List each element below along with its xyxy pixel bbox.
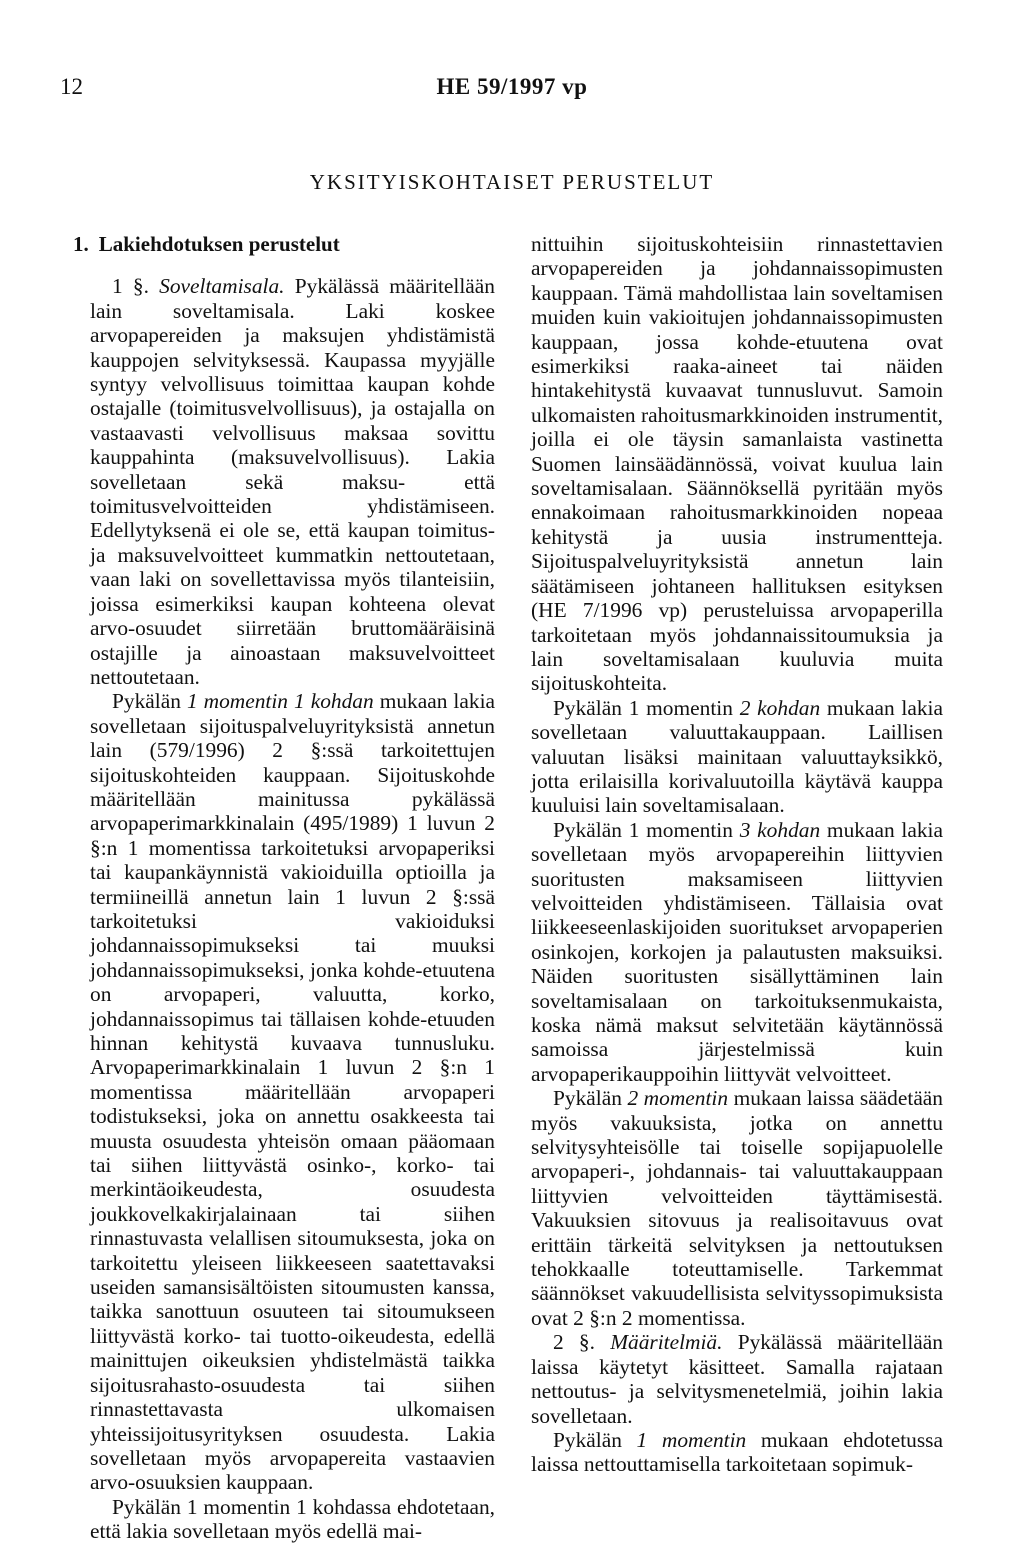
paragraph-moment-1 bbox=[531, 1428, 943, 1477]
sub-heading bbox=[73, 232, 495, 256]
italic-ref: 2 kohdan bbox=[739, 695, 821, 720]
paragraph-text: Pykälässä määritellään laissa käytetyt käsitteet. Samalla rajataan nettoutus- ja selvitysmenetelmiä, joihin lakia sovelletaan. bbox=[531, 1330, 943, 1428]
paragraph-point-3 bbox=[531, 818, 943, 1086]
sub-heading-number: 1. bbox=[73, 232, 89, 256]
page-number: 12 bbox=[60, 74, 83, 99]
paragraph-text: mukaan lakia sovelletaan myös arvopapereihin liittyvien suoritusten maksamiseen liittyvien velvoitteiden yhdistämiseen. Tällaisia ovat liikkeeseenlaskijoiden suoritukset arvopaperien osinkojen, korkojen ja palautusten maksuiksi. Näiden suoritusten sisällyttäminen lain soveltamisalaan on tarkoituksenmukaista, koska nämä maksut selvitetään käytännössä samoissa järjestelmissä kuin arvopaperikauppoihin liittyvät velvoitteet. bbox=[531, 817, 943, 1086]
paragraph-scope bbox=[90, 274, 495, 689]
paragraph-prefix: Pykälän 1 momentin bbox=[553, 695, 740, 720]
section-title-italic: Määritelmiä. bbox=[610, 1330, 723, 1355]
section-title-italic: Soveltamisala. bbox=[159, 274, 285, 299]
paragraph-point-1 bbox=[90, 689, 495, 1494]
section-ref: 1 §. bbox=[112, 274, 160, 299]
section-title: YKSITYISKOHTAISET PERUSTELUT bbox=[309, 170, 715, 194]
paragraph-text: mukaan laissa säädetään myös vakuuksista, jotka on annettu selvitysyhteisölle tai toiselle sopijapuolelle arvopaperi-, johdannais- tai valuuttakauppaan liittyvien velvoitteiden täyttämisestä. Vakuuksien sitovuus ja realisoitavuus ovat erittäin tärkeitä selvityksen ja nettoutuksen tehokkaalle toteuttamiselle. Tarkemmat säännökset vakuudellisista selvityssopimuksista ovat 2 §:n 2 momentissa. bbox=[531, 1086, 943, 1330]
italic-ref: 2 momentin bbox=[627, 1086, 729, 1111]
paragraph-prefix: Pykälän bbox=[112, 689, 187, 714]
paragraph-point-2 bbox=[531, 696, 943, 818]
page-header bbox=[0, 74, 1024, 104]
right-column bbox=[531, 232, 943, 1477]
italic-ref: 1 momentin 1 kohdan bbox=[186, 689, 374, 714]
paragraph-text: mukaan ehdotetussa laissa nettouttamisella tarkoitetaan sopimuk- bbox=[531, 1427, 943, 1477]
sub-heading-text: Lakiehdotuksen perustelut bbox=[98, 232, 340, 256]
paragraph-prefix: Pykälän bbox=[553, 1427, 637, 1452]
italic-ref: 1 momentin bbox=[636, 1427, 747, 1452]
paragraph-prefix: Pykälän 1 momentin bbox=[553, 817, 740, 842]
paragraph-text: Pykälässä määritellään lain soveltamisala. Laki koskee arvopapereiden ja maksujen yhdistämistä kauppojen selvityksessä. Kaupassa myyjälle syntyy velvollisuus toimittaa kaupan kohde ostajalle (toimitusvelvollisuus), ja ostajalla on vastaavasti velvollisuus maksaa sovittu kauppahinta (maksuvelvollisuus). Lakia sovelletaan sekä maksu- että toimitusvelvoitteiden yhdistämiseen. Edellytyksenä ei ole se, että kaupan toimitus- ja maksuvelvoitteet kummatkin nettoutetaan, vaan laki on sovellettavissa myös tilanteisiin, joissa esimerkiksi kaupan kohteena olevat arvo-osuudet siirretään bruttomääräisinä ostajille ja ainoastaan maksuvelvoitteet nettoutetaan. bbox=[90, 274, 495, 689]
document-id: HE 59/1997 vp bbox=[436, 74, 588, 99]
paragraph-moment-2 bbox=[531, 1086, 943, 1330]
section-ref: 2 §. bbox=[553, 1330, 611, 1355]
paragraph-prefix: Pykälän bbox=[553, 1086, 628, 1111]
paragraph-text: mukaan lakia sovelletaan valuuttakauppaan. Laillisen valuutan lisäksi mainitaan valuuttayksikkö, jotta erilaisilla korivaluutoilla käytävä kauppa kuuluisi lain soveltamisalaan. bbox=[531, 695, 943, 818]
left-column bbox=[73, 232, 496, 1544]
paragraph-definitions bbox=[531, 1330, 943, 1428]
paragraph-text: mukaan lakia sovelletaan sijoituspalveluyrityksistä annetun lain (579/1996) 2 §:ssä tarkoitettujen sijoituskohteiden kauppaan. Sijoituskohde määritellään mainitussa pykälässä arvopaperimarkkinalain (495/1989) 1 luvun 2 §:n 1 momentissa tarkoitetuksi arvopaperiksi tai kaupankäynnistä vakioiduilla optioilla ja termiineillä annetun lain 1 luvun 2 §:ssä tarkoitetuksi vakioiduksi johdannaissopimukseksi tai muuksi johdannaissopimukseksi, jonka kohde-etuutena on arvopaperi, valuutta, korko, johdannaissopimus tai tällaisen kohde-etuuden hinnan kehitystä kuvaava tunnusluku. Arvopaperimarkkinalain 1 luvun 2 §:n 1 momentissa määritellään arvopaperi todistukseksi, joka on annettu osakkeesta tai muusta osuudesta yhteisön omaan pääomaan tai siihen liittyvästä osinko-, korko- tai merkintäoikeudesta, osuudesta joukkovelkakirjalainaan tai siihen rinnastuvasta velallisen sitoumuksesta, joka on tarkoitettu yleiseen liikkeeseen saatettavaksi useiden samansisältöisten sitoumusten kanssa, taikka sanottuun osuuteen tai sitoumukseen liittyvästä korko- tai tuotto-oikeudesta, edellä mainittujen oikeuksien yhdistelmästä taikka sijoitusrahasto-osuudesta tai siihen rinnastettavasta ulkomaisen yhteissijoitusyrityksen osuudesta. Lakia sovelletaan myös arvopapereita vastaavien arvo-osuuksien kauppaan. bbox=[90, 689, 496, 1495]
paragraph-point-1-cont: Pykälän 1 momentin 1 kohdassa ehdotetaan, että lakia sovelletaan myös edellä mai- bbox=[90, 1494, 495, 1544]
paragraph-continuation: nittuihin sijoituskohteisiin rinnastettavien arvopapereiden ja johdannaissopimusten kauppaan. Tämä mahdollistaa lain soveltamisen muiden kuin vakioitujen johdannaissopimusten kauppaan, jossa kohde-etuutena ovat esimerkiksi raaka-aineet tai näiden hintakehitystä kuvaavat tunnusluvut. Samoin ulkomaisten rahoitusmarkkinoiden instrumentit, joilla ei ole täysin samanlaista vastinetta Suomen lainsäädännössä, voivat kuulua lain soveltamisalaan. Säännöksellä pyritään myös ennakoimaan rahoitusmarkkinoiden nopeaa kehitystä ja uusia instrumentteja. Sijoituspalveluyrityksistä annetun lain säätämiseen johtaneen hallituksen esityksen (HE 7/1996 vp) perusteluissa arvopaperilla tarkoitetaan myös johdannaissitoumuksia ja lain soveltamisalaan kuuluvia muita sijoituskohteita. bbox=[531, 232, 943, 696]
italic-ref: 3 kohdan bbox=[739, 817, 821, 842]
